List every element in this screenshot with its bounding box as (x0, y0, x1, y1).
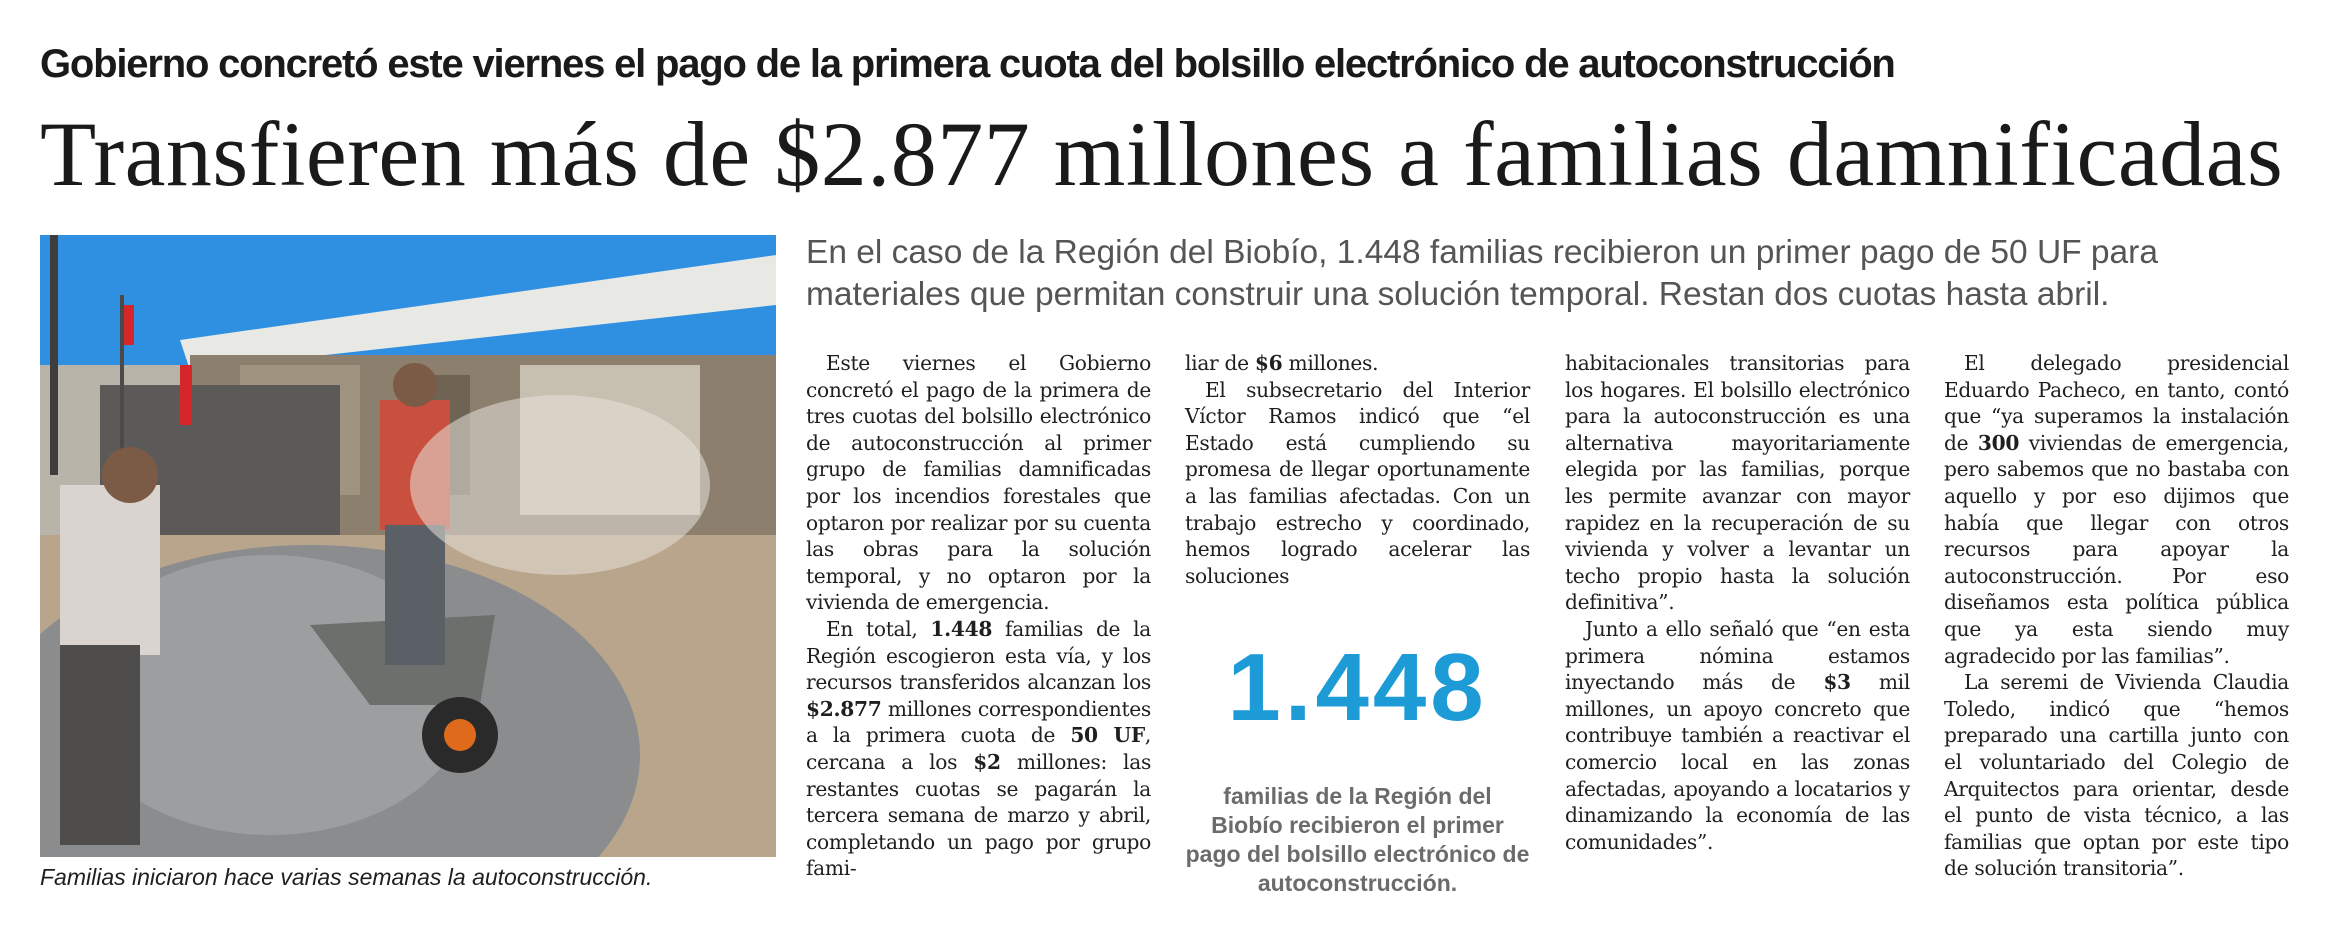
body-column-2 (1185, 350, 1530, 589)
stat-callout (1185, 634, 1530, 898)
paragraph: Junto a ello señaló que “en esta primera nómina estamos inyectando más de $3 mil millones, un apoyo concreto que contribuye también a reactivar el comercio local en las zonas afectadas, apoyando a locatarios y dinamizando la economía de las comunidades”. (1565, 616, 1910, 854)
paragraph: habitacionales transitorias para los hogares. El bolsillo electrónico para la autoconstrucción es una alternativa mayoritariamente elegida por las familias, porque les permite avanzar con mayor rapidez en la recuperación de su vivienda y volver a levantar un techo propio hasta la solución definitiva”. (1565, 351, 1910, 615)
body-column-4 (1944, 350, 2289, 882)
article-headline: Transfieren más de $2.877 millones a familias damnificadas (40, 103, 2284, 205)
paragraph: En total, 1.448 familias de la Región escogieron esta vía, y los recursos transferidos alcanzan los $2.877 millones correspondientes a la primera cuota de 50 UF, cercana a los $2 millones: las restantes cuotas se pagarán la tercera semana de marzo y abril, completando un pago por grupo fami- (806, 616, 1151, 881)
paragraph: El delegado presidencial Eduardo Pacheco, en tanto, contó que “ya superamos la instalación de 300 viviendas de emergencia, pero sabemos que no bastaba con aquello y por eso dijimos que había que llegar con otros recursos para apoyar la autoconstrucción. Por eso diseñamos esta política pública que ya esta siendo muy agradecido por las familias”. (1944, 351, 2290, 668)
paragraph: liar de $6 millones. (1185, 351, 1379, 375)
body-column-3 (1565, 350, 1910, 855)
article-photo (40, 235, 776, 857)
article-kicker: Gobierno concretó este viernes el pago de la primera cuota del bolsillo electrónico de autoconstrucción (40, 42, 1895, 86)
stat-text: familias de la Región del Biobío recibieron el primer pago del bolsillo electrónico de autoconstrucción. (1185, 783, 1530, 896)
paragraph: Este viernes el Gobierno concretó el pago de la primera de tres cuotas del bolsillo electrónico de autoconstrucción al primer grupo de familias damnificadas por los incendios forestales que optaron por realizar por su cuenta las obras para la solución temporal, y no optaron por la vivienda de emergencia. (806, 351, 1151, 615)
paragraph: La seremi de Vivienda Claudia Toledo, indicó que “hemos preparado una cartilla junto con el voluntariado del Colegio de Arquitectos para orientar, desde el punto de vista técnico, a las familias que optan por este tipo de solución transitoria”. (1944, 670, 2289, 881)
article-lead: En el caso de la Región del Biobío, 1.448 familias recibieron un primer pago de 50 UF para materiales que permitan construir una solución temporal. Restan dos cuotas hasta abril. (806, 234, 2158, 313)
photo-caption: Familias iniciaron hace varias semanas la autoconstrucción. (40, 864, 653, 890)
body-column-1 (806, 350, 1151, 882)
stat-number: 1.448 (1227, 634, 1488, 741)
paragraph: El subsecretario del Interior Víctor Ramos indicó que “el Estado está cumpliendo su promesa de llegar oportunamente a las familias afectadas. Con un trabajo estrecho y coordinado, hemos logrado acelerar las soluciones (1185, 377, 1530, 588)
